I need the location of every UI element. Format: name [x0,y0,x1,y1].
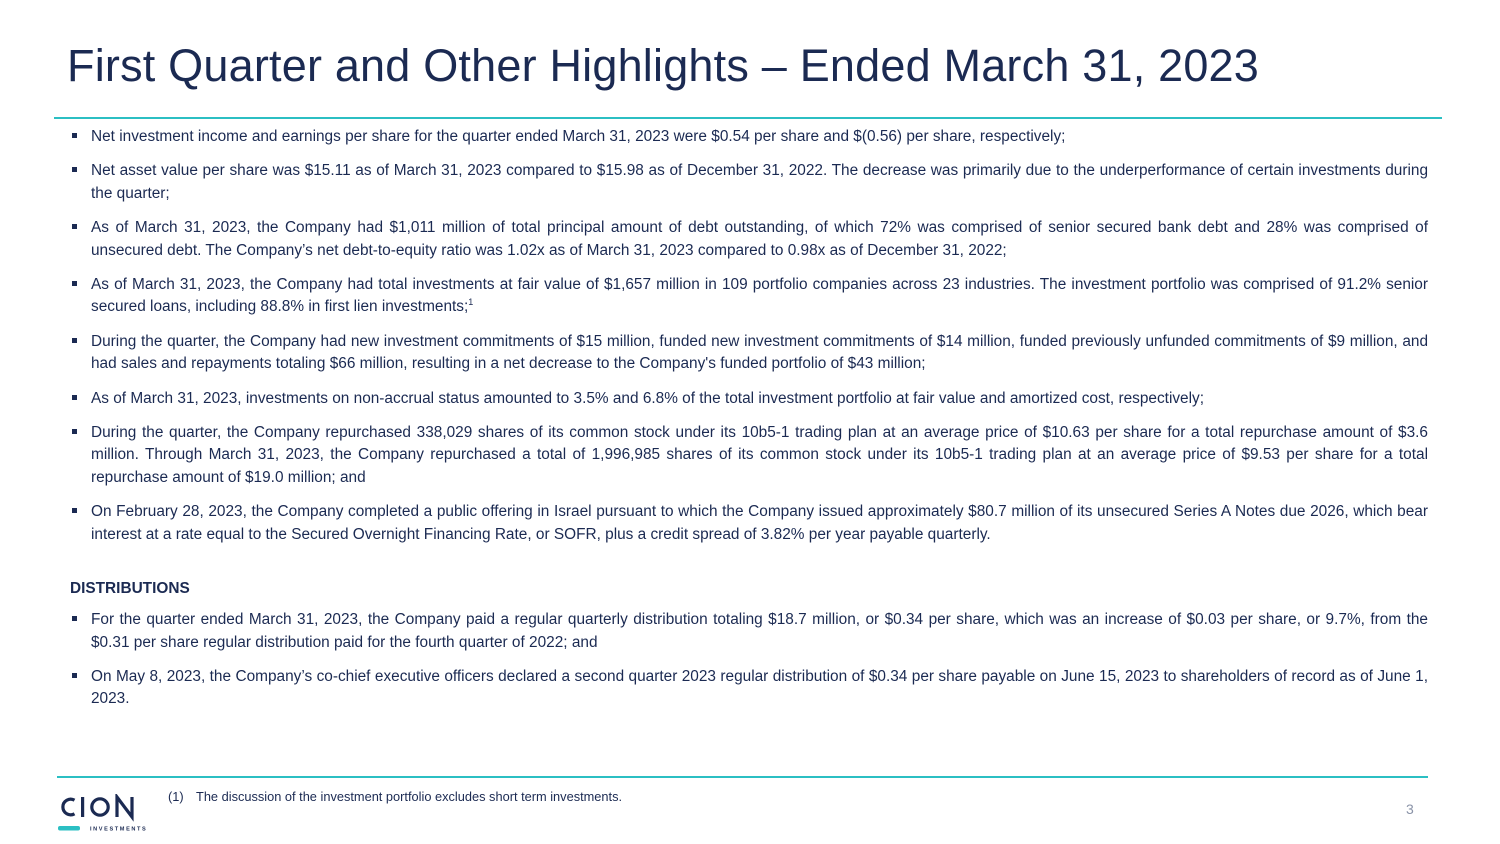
distribution-item: On May 8, 2023, the Company’s co-chief executive officers declared a second quarter 2023 regular distribution of $0.34 per share payable on June 15, 2023 to shareholders of record as of June 1, 2023. [70,666,1428,711]
distributions-heading: DISTRIBUTIONS [70,580,190,598]
page-number: 3 [1406,801,1414,817]
highlight-item: As of March 31, 2023, the Company had total investments at fair value of $1,657 million in 109 portfolio companies across 23 industries. The investment portfolio was comprised of 91.2% senior secured loans, including 88.8% in first lien investments;$^1$ [70,274,1428,319]
footnote-reference: 1 [468,297,474,308]
distributions-list [70,609,1428,711]
title-divider [54,117,1442,119]
slide-content [70,126,1428,723]
highlight-item: During the quarter, the Company repurchased 338,029 shares of its common stock under its 10b5-1 trading plan at an average price of $10.63 per share for a total repurchase amount of $3.6 million. Through March 31, 2023, the Company repurchased a total of 1,996,985 shares of its common stock under its 10b5-1 trading plan at an average price of $9.53 per share for a total repurchase amount of $19.0 million; and [70,422,1428,489]
page-title: First Quarter and Other Highlights – Ended March 31, 2023 [67,40,1260,91]
footnote-number: (1) [168,789,184,804]
highlights-list [70,126,1428,546]
footer-divider [57,776,1428,778]
highlight-item: During the quarter, the Company had new investment commitments of $15 million, funded new investment commitments of $14 million, funded previously unfunded commitments of $9 million, and had sales and repayments totaling $66 million, resulting in a net decrease to the Company's funded portfolio of $43 million; [70,331,1428,376]
highlight-item: Net asset value per share was $15.11 as of March 31, 2023 compared to $15.98 as of December 31, 2022. The decrease was primarily due to the underperformance of certain investments during the quarter; [70,160,1428,205]
cion-investments-logo [57,794,159,834]
footnote-text: The discussion of the investment portfolio excludes short term investments. [196,789,623,804]
highlight-item: Net investment income and earnings per share for the quarter ended March 31, 2023 were $0.54 per share and $(0.56) per share, respectively; [70,126,1428,148]
highlight-item: As of March 31, 2023, investments on non-accrual status amounted to 3.5% and 6.8% of the total investment portfolio at fair value and amortized cost, respectively; [70,388,1428,410]
footnote [168,789,622,804]
highlight-item: As of March 31, 2023, the Company had $1,011 million of total principal amount of debt outstanding, of which 72% was comprised of senior secured bank debt and 28% was comprised of unsecured debt. The Company’s net debt-to-equity ratio was 1.02x as of March 31, 2023 compared to 0.98x as of December 31, 2022; [70,217,1428,262]
distribution-item: For the quarter ended March 31, 2023, the Company paid a regular quarterly distribution totaling $18.7 million, or $0.34 per share, which was an increase of $0.03 per share, or 9.7%, from the $0.31 per share regular distribution paid for the fourth quarter of 2022; and [70,609,1428,654]
svg-text:INVESTMENTS: INVESTMENTS [90,826,148,833]
highlight-item: On February 28, 2023, the Company completed a public offering in Israel pursuant to which the Company issued approximately $80.7 million of its unsecured Series A Notes due 2026, which bear interest at a rate equal to the Secured Overnight Financing Rate, or SOFR, plus a credit spread of 3.82% per year payable quarterly. [70,501,1428,546]
